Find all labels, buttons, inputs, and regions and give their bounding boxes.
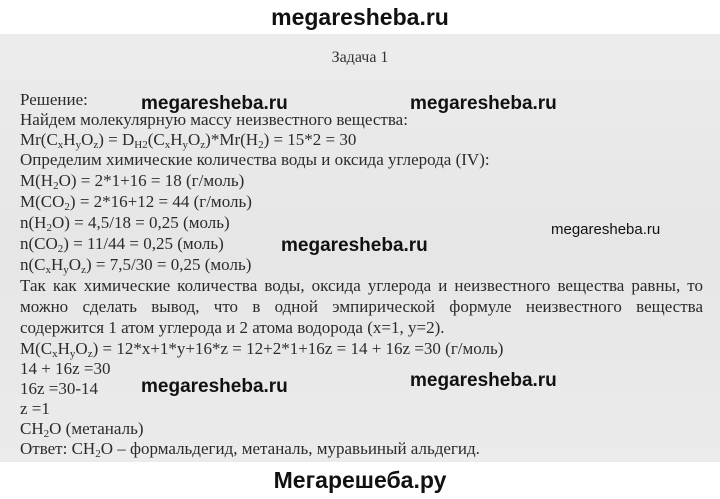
formula-molar-mass: $Mr(C_xH_yO_z) = D_{H2}(C_xH_yO_z)*Mr(H_2) = 15*2 = 30$ <box>20 130 357 151</box>
formula-m-water: $M(H_2O) = 2*1+16 = 18$ (г/моль) <box>20 171 245 192</box>
paragraph-line-3: содержится 1 атом углерода и 2 атома водорода (x=1, y=2). <box>20 318 445 337</box>
paragraph-line-2: можно сделать вывод, что в одной эмпирической формуле неизвестного вещества <box>20 297 703 316</box>
task-title: Задача 1 <box>331 49 389 66</box>
equation-1: 14 + 16z =30 <box>20 359 111 378</box>
site-banner-top <box>0 0 720 34</box>
site-banner-bottom <box>0 462 720 499</box>
watermark: megaresheba.ru <box>551 221 661 238</box>
watermark: megaresheba.ru <box>281 235 428 256</box>
watermark: megaresheba.ru <box>410 93 557 114</box>
formula-n-water: $n(H_2O) = 4,5/18 = 0,25$ (моль) <box>20 213 230 234</box>
formula-n-unknown: $n(C_xH_yO_z) = 7,5/30 = 0,25$ (моль) <box>20 255 252 276</box>
paragraph-line-1: Так как химические количества воды, оксида углерода и неизвестного вещества равны, то <box>20 276 703 295</box>
equation-3: z =1 <box>20 399 50 418</box>
step-amounts: Определим химические количества воды и оксида углерода (IV): <box>20 150 490 169</box>
site-name: megaresheba.ru <box>271 4 449 30</box>
answer-line: Ответ: $CH_2O$ – формальдегид, метаналь, муравьиный альдегид. <box>20 439 480 460</box>
formula-n-co2: $n(CO_2) = 11/44 = 0,25$ (моль) <box>20 234 224 255</box>
formula-m-unknown: $M(C_xH_yO_z) = 12*x+1*y+16*z = 12+2*1+16z = 14 + 16z =30$ (г/моль) <box>20 339 504 360</box>
formula-result: $CH_2O$ (метаналь) <box>20 419 144 440</box>
watermark: megaresheba.ru <box>141 93 288 114</box>
formula-m-co2: $M(CO_2) = 2*16+12 = 44$ (г/моль) <box>20 192 252 213</box>
watermark: megaresheba.ru <box>410 370 557 391</box>
step-molecular-mass: Найдем молекулярную массу неизвестного вещества: <box>20 110 408 129</box>
solution-label: Решение: <box>20 90 88 109</box>
site-name-cyrillic: Мегарешеба.ру <box>273 467 447 493</box>
scanned-document <box>0 34 720 462</box>
equation-2: 16z =30-14 <box>20 379 99 398</box>
watermark: megaresheba.ru <box>141 376 288 397</box>
